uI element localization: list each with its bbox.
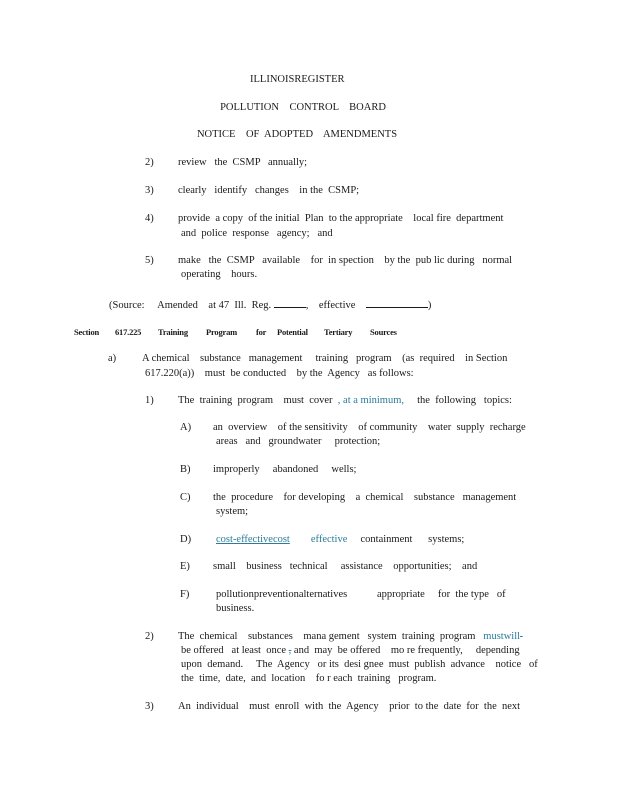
- item-text: review the CSMP annually;: [178, 157, 308, 168]
- para-label: a): [108, 353, 117, 364]
- item-text-post: the following topics:: [404, 395, 512, 406]
- section-word: Training: [158, 327, 188, 337]
- section-word: Tertiary: [324, 327, 353, 337]
- item-number: 1): [145, 395, 154, 406]
- item-text: upon demand. The Agency or its desi gnee must publish advance notice of: [181, 659, 538, 670]
- item-text: [178, 394, 512, 408]
- topic-text: areas and groundwater protection;: [216, 436, 381, 447]
- topic-rest: containment systems;: [360, 534, 465, 545]
- item-text-pre: The training program must cover: [178, 395, 338, 406]
- item-number: 2): [145, 157, 154, 168]
- blank-line: [366, 296, 428, 308]
- topic-label: D): [180, 534, 192, 545]
- topic-text: small business technical assistance opportunities; and: [213, 561, 478, 572]
- register-title: ILLINOISREGISTER: [250, 74, 345, 85]
- topic-text: business.: [216, 603, 255, 614]
- item-text-pre: The chemical substances mana gement system training program: [178, 631, 484, 642]
- section-number: 617.225: [115, 327, 142, 337]
- item-number: 3): [145, 185, 154, 196]
- source-mid: , effective: [305, 300, 356, 311]
- section-word: Program: [206, 327, 238, 337]
- item-number: 5): [145, 255, 154, 266]
- topic-label: C): [180, 492, 191, 503]
- item-text: and police response agency; and: [181, 228, 333, 239]
- item-text: [178, 630, 523, 644]
- item-text: clearly identify changes in the CSMP;: [178, 185, 360, 196]
- item-text-pre: be offered at least once: [181, 645, 289, 656]
- inserted-text: mustwill: [483, 631, 521, 642]
- topic-text: pollutionpreventionalternatives: [216, 589, 348, 600]
- board-title: POLLUTION CONTROL BOARD: [220, 102, 386, 113]
- topic-text: the procedure for developing a chemical substance management: [213, 492, 517, 503]
- source-suffix: ): [427, 300, 432, 311]
- notice-title: NOTICE OF ADOPTED AMENDMENTS: [196, 129, 398, 140]
- section-word: for: [256, 327, 267, 337]
- para-text: A chemical substance management training program (as required in Section: [142, 353, 508, 364]
- topic-text: improperly abandoned wells;: [213, 464, 357, 475]
- blank-line: [274, 296, 306, 308]
- section-word: Potential: [277, 327, 308, 337]
- section-word: Section: [74, 327, 100, 337]
- source-note: [109, 296, 431, 313]
- source-prefix: (Source: Amended at 47 Ill. Reg.: [109, 300, 272, 311]
- para-text: 617.220(a)) must be conducted by the Agency as follows:: [145, 368, 414, 379]
- item-number: 4): [145, 213, 154, 224]
- deleted-text: [520, 631, 523, 642]
- topic-text: system;: [216, 506, 249, 517]
- item-text: provide a copy of the initial Plan to the appropriate local fire department: [178, 213, 504, 224]
- inserted-underlined-text: cost-effectivecost: [216, 534, 290, 545]
- inserted-text: , at a minimum,: [337, 395, 404, 406]
- topic-text: appropriate for the type of: [377, 589, 506, 600]
- item-text: the time, date, and location fo r each training program.: [181, 673, 437, 684]
- deleted-text: ,: [288, 645, 292, 656]
- item-number: 2): [145, 631, 154, 642]
- topic-text: [216, 533, 464, 547]
- item-text: An individual must enroll with the Agency prior to the date for the next: [178, 701, 521, 712]
- topic-label: E): [180, 561, 190, 572]
- item-text: make the CSMP available for in spection by the pub lic during normal: [178, 255, 513, 266]
- topic-label: A): [180, 422, 192, 433]
- item-text: operating hours.: [181, 269, 258, 280]
- topic-label: F): [180, 589, 190, 600]
- topic-label: B): [180, 464, 191, 475]
- item-text-post: and may be offered mo re frequently, depending: [291, 645, 520, 656]
- item-text: [181, 644, 520, 658]
- topic-text: an overview of the sensitivity of community water supply recharge: [213, 422, 526, 433]
- inserted-text: effective: [310, 534, 348, 545]
- section-word: Sources: [370, 327, 397, 337]
- item-number: 3): [145, 701, 154, 712]
